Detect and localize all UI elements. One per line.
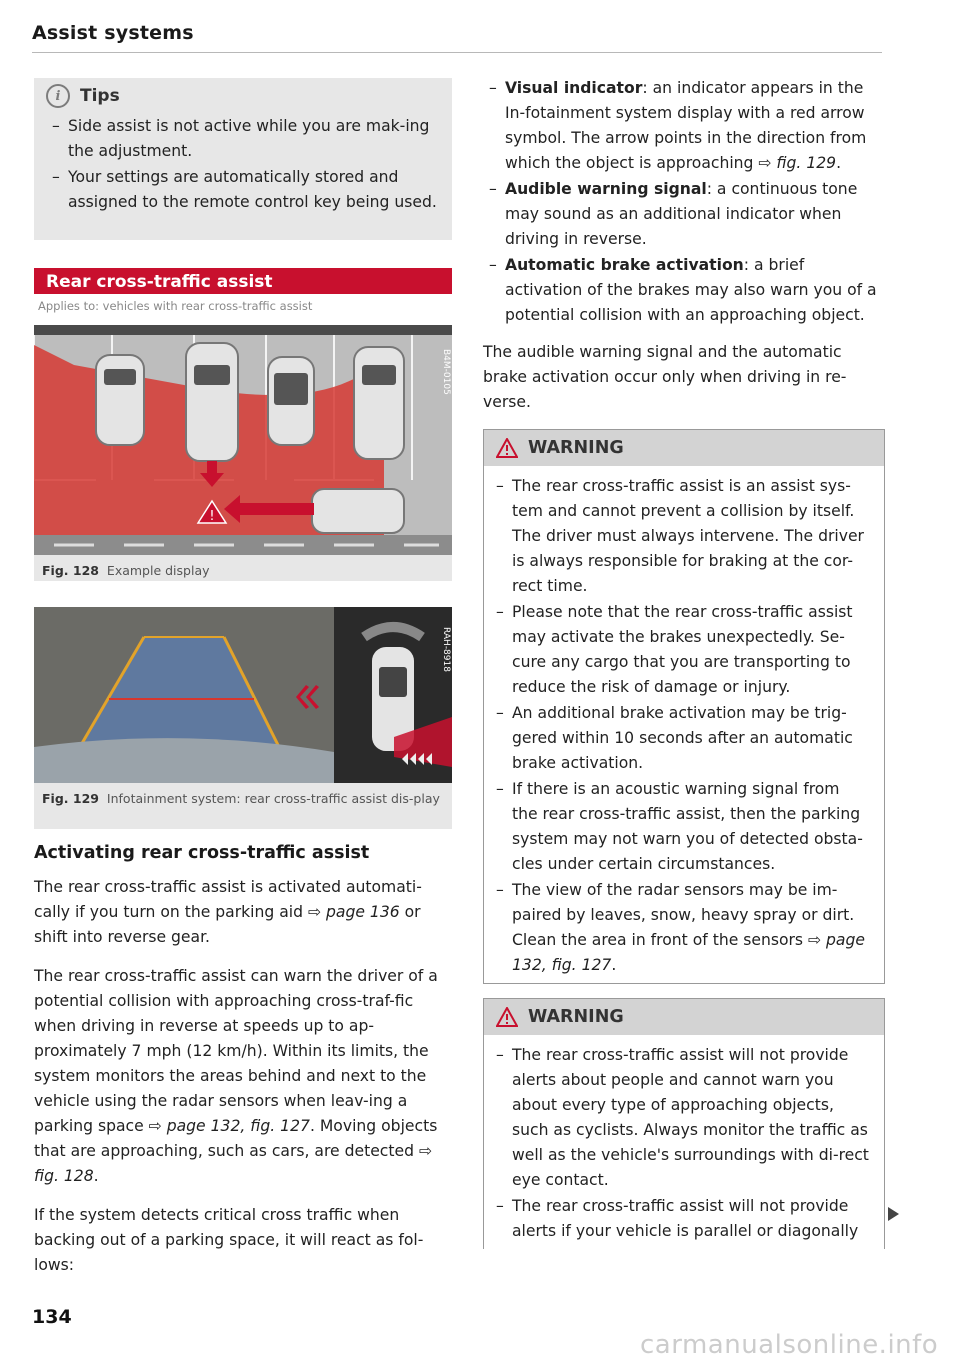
paragraph — [34, 875, 452, 950]
text-run: . — [93, 1167, 99, 1185]
figure-label: Fig. 129 — [42, 791, 99, 806]
subsection-heading: Activating rear cross-traffic assist — [34, 843, 370, 863]
figure-caption — [34, 787, 452, 814]
continue-arrow-icon — [888, 1207, 899, 1221]
figure-129 — [34, 607, 452, 829]
reaction-item — [483, 177, 885, 252]
text-run: The rear cross-traffic assist is activated automati-cally if you turn on the parking aid — [34, 878, 422, 921]
applies-to-note: Applies to: vehicles with rear cross-traffic assist — [38, 299, 313, 313]
figure-reference-link[interactable]: ⇨ fig. 128 — [34, 1142, 433, 1185]
text-run: : an indicator appears in the In-fotainment system display with a red arrow symbol. The arrow points in the direction from which the object is approaching — [505, 79, 867, 172]
text-run: . — [836, 154, 842, 172]
paragraph — [34, 964, 452, 1189]
text-run: . Moving objects that are approaching, such as cars, are detected — [34, 1117, 438, 1160]
warning-item: – An additional brake activation may be trig-gered within 10 seconds after an automatic brake activation. — [490, 701, 870, 776]
tips-item: – Your settings are automatically stored and assigned to the remote control key being used. — [46, 165, 440, 215]
warning-triangle-icon — [496, 1007, 518, 1027]
reaction-item — [483, 76, 885, 176]
text-run: The view of the radar sensors may be im-paired by leaves, snow, heavy spray or dirt. Clean the area in front of the sensors — [512, 881, 855, 949]
warning-item: – The rear cross-traffic assist is an assist sys-tem and cannot prevent a collision by itself. The driver must always intervene. The driver is always responsible for braking at the cor-rect time. — [490, 474, 870, 599]
tips-title: Tips — [80, 86, 120, 106]
text-run: : a continuous tone may sound as an additional indicator when driving in reverse. — [505, 180, 858, 248]
figure-caption-text: Infotainment system: rear cross-traffic assist dis-play — [106, 791, 440, 806]
text-run: or shift into reverse gear. — [34, 903, 421, 946]
warning-item: – The rear cross-traffic assist will not provide alerts about people and cannot warn you about every type of approaching objects, such as cyclists. Always monitor the traffic as well as the vehicle's surroundings with di-rect eye contact. — [490, 1043, 870, 1193]
figure-caption-text: Example display — [106, 563, 210, 578]
section-title-bar: Rear cross-traffic assist — [34, 268, 452, 294]
parking-diagram — [34, 325, 452, 555]
header-rule — [32, 52, 882, 53]
warning-item — [490, 878, 870, 978]
page-reference-link[interactable]: ⇨ page 132, fig. 127 — [148, 1117, 310, 1135]
section-header: Assist systems — [32, 22, 194, 44]
paragraph: If the system detects critical cross traffic when backing out of a parking space, it will react as fol-lows: — [34, 1206, 424, 1274]
warning-box — [483, 998, 885, 1249]
reaction-term: Automatic brake activation — [505, 256, 744, 274]
page-reference-link[interactable]: ⇨ page 132, fig. 127 — [512, 931, 865, 974]
rear-camera-display — [34, 607, 452, 783]
warning-item: – If there is an acoustic warning signal from the rear cross-traffic assist, then the parking system may not warn you of detected obsta-cles under certain circumstances. — [490, 777, 870, 877]
paragraph: The audible warning signal and the automatic brake activation occur only when driving in re-verse. — [483, 343, 847, 411]
tips-item: – Side assist is not active while you are mak-ing the adjustment. — [46, 114, 440, 164]
figure-label: Fig. 128 — [42, 563, 99, 578]
figure-reference-link[interactable]: ⇨ fig. 129 — [758, 154, 837, 172]
warning-item: – The rear cross-traffic assist will not provide alerts if your vehicle is parallel or diagonally — [490, 1194, 870, 1244]
figure-128 — [34, 325, 452, 581]
tips-box — [34, 78, 452, 240]
warning-title: WARNING — [528, 1007, 624, 1027]
text-run: The rear cross-traffic assist can warn the driver of a potential collision with approaching cross-traf-fic when driving in reverse at speeds up to ap-proximately 7 mph (12 km/h). Within its limits, the system monitors the areas behind and next to the vehicle using the radar sensors when leav-ing a parking space — [34, 967, 438, 1135]
text-run: . — [611, 956, 617, 974]
reaction-item — [483, 253, 885, 328]
alert-glyph: ! — [209, 509, 215, 524]
figure-caption — [34, 559, 452, 586]
left-column — [34, 78, 452, 1292]
figure-code: B4M-0105 — [441, 349, 451, 395]
info-icon: i — [46, 84, 70, 108]
watermark: carmanualsonline.info — [640, 1330, 939, 1360]
warning-item: – Please note that the rear cross-traffic assist may activate the brakes unexpectedly. Se-cure any cargo that you are transporting to reduce the risk of damage or injury. — [490, 600, 870, 700]
page-reference-link[interactable]: ⇨ page 136 — [307, 903, 400, 921]
reaction-term: Audible warning signal — [505, 180, 707, 198]
right-column — [483, 76, 885, 1249]
warning-triangle-icon — [496, 438, 518, 458]
figure-code: RAH-8918 — [441, 627, 451, 672]
page-number: 134 — [32, 1306, 72, 1328]
warning-title: WARNING — [528, 438, 624, 458]
warning-box — [483, 429, 885, 984]
text-run: : a brief activation of the brakes may also warn you of a potential collision with an approaching object. — [505, 256, 877, 324]
reaction-term: Visual indicator — [505, 79, 643, 97]
